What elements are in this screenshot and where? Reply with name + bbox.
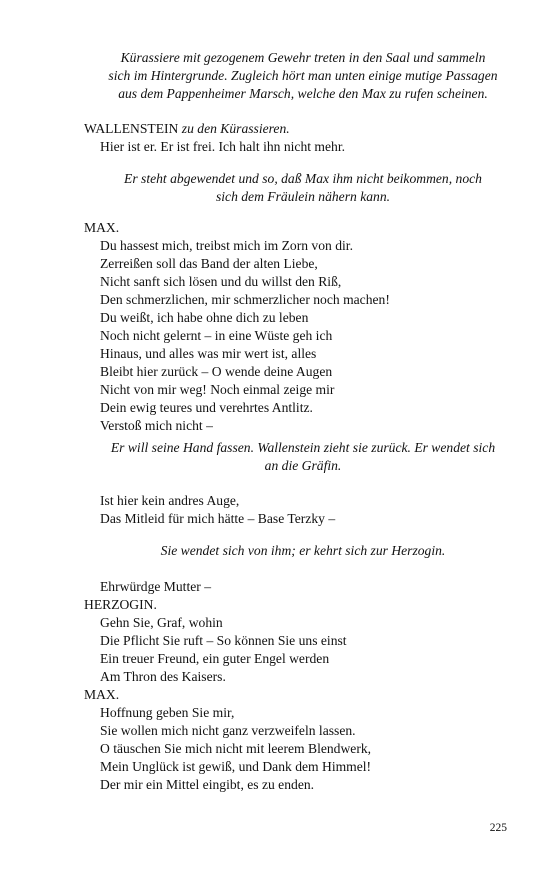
verse-line: Hier ist er. Er ist frei. Ich halt ihn nicht mehr. (100, 139, 345, 154)
verse-line: Mein Unglück ist gewiß, und Dank dem Himmel! (100, 759, 372, 774)
verse-line: Ein treuer Freund, ein guter Engel werden (100, 651, 330, 666)
verse-line: Du hassest mich, treibst mich im Zorn von dir. (100, 238, 353, 253)
verse-line: Gehn Sie, Graf, wohin (100, 615, 223, 630)
verse-line: Den schmerzlichen, mir schmerzlicher noch machen! (100, 292, 390, 307)
verse-line: Sie wollen mich nicht ganz verzweifeln lassen. (100, 723, 356, 738)
verse-line: Verstoß mich nicht – (100, 418, 213, 433)
verse-line: Nicht von mir weg! Noch einmal zeige mir (100, 382, 335, 397)
speaker-heading (84, 120, 290, 137)
verse-line: Das Mitleid für mich hätte – Base Terzky – (100, 511, 336, 526)
stage-direction: Er steht abgewendet und so, daß Max ihm nicht beikommen, noch (124, 171, 482, 186)
verse-line: Die Pflicht Sie ruft – So können Sie uns einst (100, 633, 347, 648)
verse-line: Hoffnung geben Sie mir, (100, 705, 235, 720)
stage-direction: Sie wendet sich von ihm; er kehrt sich zur Herzogin. (160, 543, 446, 558)
verse-line: Am Thron des Kaisers. (100, 669, 226, 684)
verse-line: Nicht sanft sich lösen und du willst den Riß, (100, 274, 342, 289)
verse-line: Der mir ein Mittel eingibt, es zu enden. (100, 777, 315, 792)
verse-line: Hinaus, und alles was mir wert ist, alles (100, 346, 317, 361)
speaker-name: WALLENSTEIN (84, 121, 179, 136)
verse-line: Bleibt hier zurück – O wende deine Augen (100, 364, 333, 379)
stage-direction: sich dem Fräulein nähern kann. (215, 189, 391, 204)
stage-direction: an die Gräfin. (264, 458, 342, 473)
speaker-name: MAX. (84, 687, 120, 702)
speaker-name: MAX. (84, 220, 120, 235)
stage-direction: Kürassiere mit gezogenem Gewehr treten in den Saal und sammeln (120, 50, 486, 65)
verse-line: Dein ewig teures und verehrtes Antlitz. (100, 400, 313, 415)
inline-stage-direction: zu den Kürassieren. (181, 121, 290, 136)
verse-line: Du weißt, ich habe ohne dich zu leben (100, 310, 309, 325)
stage-direction: Er will seine Hand fassen. Wallenstein zieht sie zurück. Er wendet sich (110, 440, 496, 455)
stage-direction: aus dem Pappenheimer Marsch, welche den Max zu rufen scheinen. (118, 86, 488, 101)
verse-line: Ehrwürdge Mutter – (100, 579, 211, 594)
stage-direction: sich im Hintergrunde. Zugleich hört man unten einige mutige Passagen (108, 68, 498, 83)
speaker-name: HERZOGIN. (84, 597, 157, 612)
verse-line: Noch nicht gelernt – in eine Wüste geh ich (100, 328, 333, 343)
page-number: 225 (489, 822, 507, 834)
verse-line: O täuschen Sie mich nicht mit leerem Blendwerk, (100, 741, 372, 756)
verse-line: Zerreißen soll das Band der alten Liebe, (100, 256, 318, 271)
verse-line: Ist hier kein andres Auge, (100, 493, 240, 508)
